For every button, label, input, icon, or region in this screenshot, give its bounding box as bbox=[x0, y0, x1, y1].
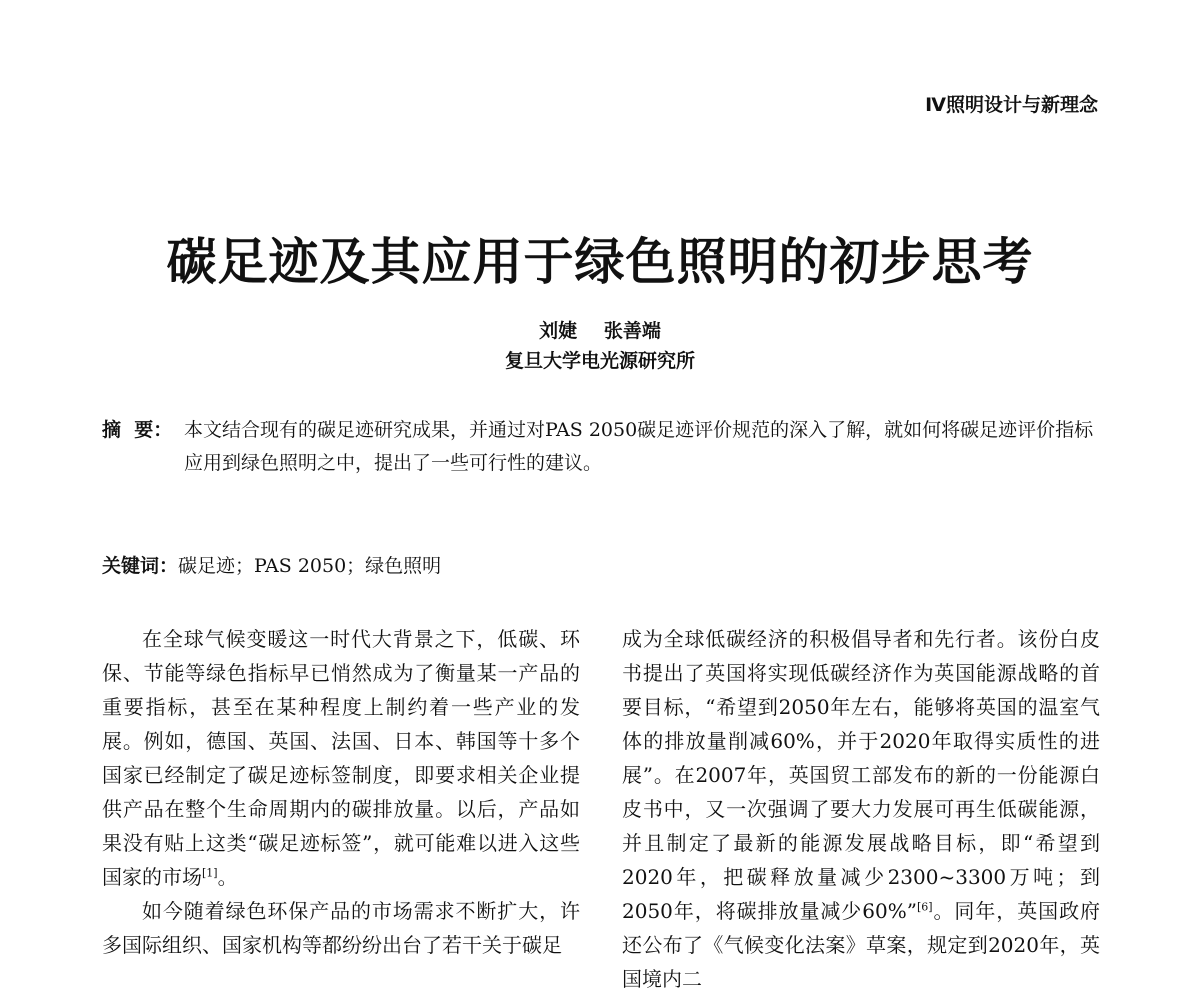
keywords-text: 碳足迹；PAS 2050；绿色照明 bbox=[178, 555, 442, 577]
abstract-label: 摘 要： bbox=[102, 419, 173, 441]
keywords-label: 关键词： bbox=[102, 555, 179, 577]
citation-ref: [6] bbox=[916, 900, 933, 914]
paragraph-text: 如今随着绿色环保产品的市场需求不断扩大，许多国际组织、国家机构等都纷纷出台了若干关于碳足 bbox=[102, 899, 580, 957]
paragraph-text: 在全球气候变暖这一时代大背景之下，低碳、环保、节能等绿色指标早已悄然成为了衡量某一产品的重要指标，甚至在某种程度上制约着一些产业的发展。例如，德国、英国、法国、日本、韩国等十多个国家已经制定了碳足迹标签制度，即要求相关企业提供产品在整个生命周期内的碳排放量。以后，产品如果没有贴上这类“碳足迹标签”，就可能难以进入这些国家的市场 bbox=[102, 627, 580, 889]
affiliation: 复旦大学电光源研究所 bbox=[504, 350, 695, 372]
author-name: 刘婕 bbox=[539, 320, 578, 342]
body-paragraph bbox=[102, 622, 580, 894]
section-header: Ⅳ照明设计与新理念 bbox=[925, 94, 1098, 116]
paragraph-text: 成为全球低碳经济的积极倡导者和先行者。该份白皮书提出了英国将实现低碳经济作为英国能源战略的首要目标，“希望到2050年左右，能够将英国的温室气体的排放量削减60%，并于2020年取得实质性的进展”。在2007年，英国贸工部发布的新的一份能源白皮书中，又一次强调了要大力发展可再生低碳能源，并且制定了最新的能源发展战略目标，即“希望到2020年，把碳释放量减少2300~3300万吨；到2050年，将碳排放量减少60%” bbox=[622, 627, 1100, 923]
keywords bbox=[102, 551, 1102, 578]
body-column-right bbox=[622, 622, 1100, 996]
abstract bbox=[102, 414, 1102, 480]
abstract-text: 本文结合现有的碳足迹研究成果，并通过对PAS 2050碳足迹评价规范的深入了解，就如何将碳足迹评价指标应用到绿色照明之中，提出了一些可行性的建议。 bbox=[184, 419, 1094, 474]
body-column-left bbox=[102, 622, 580, 962]
authors bbox=[0, 316, 1200, 343]
paper-title: 碳足迹及其应用于绿色照明的初步思考 bbox=[166, 233, 1034, 291]
paragraph-text: 。 bbox=[217, 865, 238, 889]
author-name: 张善端 bbox=[603, 320, 661, 342]
body-paragraph bbox=[622, 622, 1100, 996]
citation-ref: [1] bbox=[202, 866, 218, 880]
paragraph-text: 。同年，英国政府还公布了《气候变化法案》草案，规定到2020年，英国境内二 bbox=[622, 899, 1101, 991]
